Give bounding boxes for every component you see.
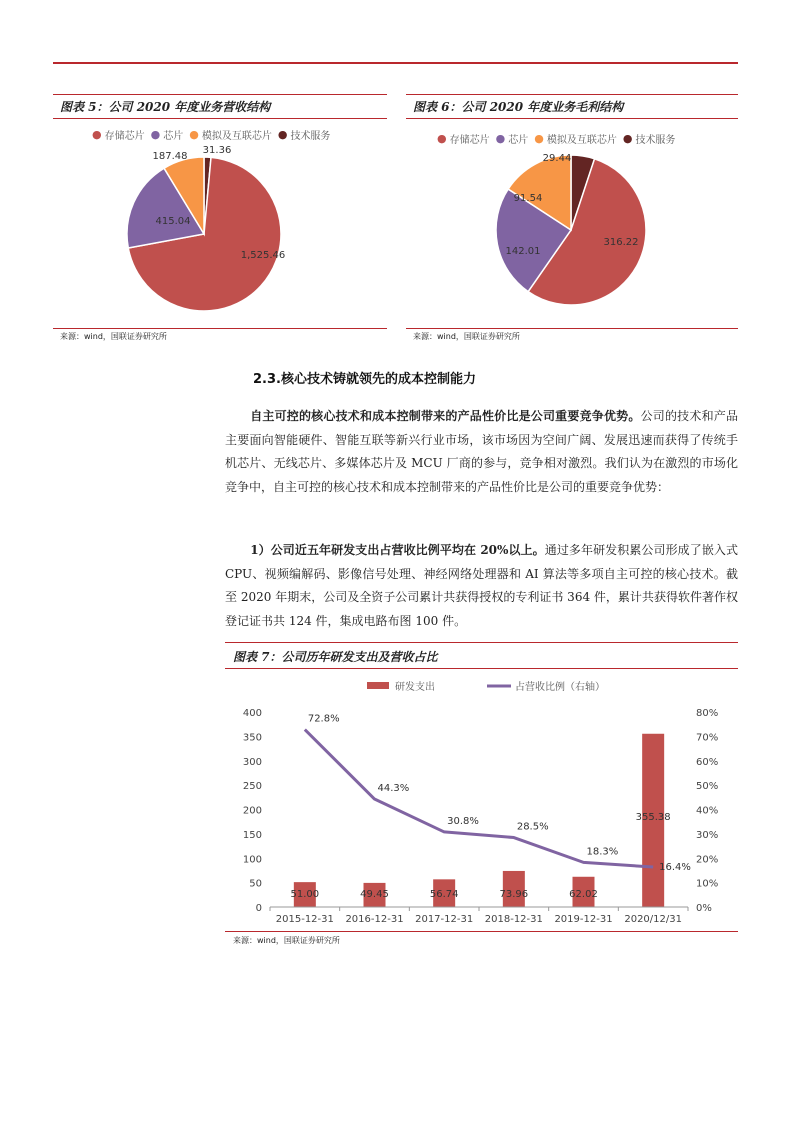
figure7-legend-bar-swatch — [367, 682, 389, 689]
figure7-left-tick: 250 — [242, 781, 262, 793]
figure7-bar-label: 73.96 — [499, 889, 529, 900]
figure5-legend-label: 芯片 — [163, 131, 184, 142]
figure7-left-tick: 350 — [242, 732, 262, 744]
figure5-title-rule — [53, 118, 387, 119]
figure5-legend-swatch: ● — [277, 128, 288, 141]
figure5-value-label: 1,525.46 — [240, 250, 286, 261]
figure7-bar-label: 62.02 — [569, 889, 598, 900]
paragraph-1 — [225, 405, 738, 499]
figure7-left-tick: 100 — [242, 854, 262, 866]
figure7-line-label: 16.4% — [659, 862, 691, 874]
figure7-combo-chart — [225, 672, 738, 930]
figure5-legend-swatch: ● — [92, 128, 102, 141]
figure7-legend — [367, 680, 605, 693]
figure7-line-label: 44.3% — [377, 783, 410, 795]
figure7-title-rule — [225, 668, 738, 669]
figure7-line-label: 18.3% — [586, 846, 619, 858]
figure7-line-label: 72.8% — [307, 713, 340, 725]
figure7-right-tick: 50% — [696, 781, 719, 793]
paragraph-2 — [225, 539, 738, 633]
figure7-left-tick: 50 — [249, 878, 262, 890]
figure5-title: 图表 5：公司 2020 年度业务营收结构 — [60, 100, 271, 114]
figure5-value-label: 187.48 — [152, 151, 188, 162]
figure7-left-tick: 200 — [242, 805, 262, 817]
figure7-x-tick-label: 2016-12-31 — [345, 914, 404, 925]
figure6-legend-swatch: ● — [437, 132, 447, 145]
figure5-legend-swatch: ● — [150, 128, 161, 141]
figure6-title: 图表 6：公司 2020 年度业务毛利结构 — [413, 100, 624, 114]
section-heading: 2.3.核心技术铸就领先的成本控制能力 — [253, 372, 476, 387]
figure6-legend-swatch: ● — [495, 132, 506, 145]
figure7-line-label: 28.5% — [516, 821, 549, 833]
figure7-bar-label: 355.38 — [635, 811, 671, 823]
header-rule — [53, 62, 738, 64]
figure5-legend-label: 存储芯片 — [104, 131, 145, 142]
figure6-value-label: 316.22 — [603, 237, 639, 248]
figure6-pie-chart — [406, 140, 738, 320]
figure6-legend-label: 存储芯片 — [449, 135, 490, 146]
figure5-value-label: 31.36 — [202, 145, 232, 156]
figure6-value-label: 142.01 — [505, 246, 541, 257]
figure6-value-label: 91.54 — [513, 193, 543, 204]
paragraph-2-body: 通过多年研发积累公司形成了嵌入式 CPU、视频编解码、影像信号处理、神经网络处理器和 AI 算法等多项自主可控的核心技术。截至 2020 年期末，公司及全资子公司累计共获得授权的专利证书 364 件，累计共获得软件著作权登记证书共 124 件，集成电路布图 100 件。 — [225, 543, 738, 628]
figure7-right-tick: 40% — [696, 805, 719, 817]
figure7-x-tick-label: 2015-12-31 — [275, 914, 334, 925]
figure5-value-label: 415.04 — [155, 216, 191, 227]
figure7-bottom-rule — [225, 931, 738, 932]
figure7-title: 图表 7：公司历年研发支出及营收占比 — [233, 650, 438, 664]
figure7-top-rule — [225, 642, 738, 643]
figure6-legend-swatch: ● — [534, 132, 544, 145]
figure7-bar-label: 49.45 — [360, 889, 389, 900]
figure6-legend-label: 技术服务 — [635, 135, 676, 146]
paragraph-1-lead: 自主可控的核心技术和成本控制带来的产品性价比是公司重要竞争优势。 — [250, 409, 641, 423]
figure7-right-tick: 30% — [696, 829, 719, 841]
figure6-top-rule — [406, 94, 738, 95]
figure7-bar-label: 56.74 — [429, 889, 459, 900]
paragraph-2-lead: 1）公司近五年研发支出占营收比例平均在 20%以上。 — [250, 543, 545, 557]
figure7-right-tick: 20% — [696, 854, 719, 866]
figure7-left-tick: 400 — [242, 708, 262, 719]
figure7-left-tick: 300 — [242, 756, 262, 768]
figure5-legend-swatch: ● — [189, 128, 199, 141]
figure5-pie-chart — [53, 140, 387, 320]
figure7-x-tick-label: 2020/12/31 — [624, 914, 682, 925]
figure7-right-tick: 10% — [696, 878, 719, 890]
paragraph-1-body: 公司的技术和产品主要面向智能硬件、智能互联等新兴行业市场，该市场因为空间广阔、发展迅速而获得了传统手机芯片、无线芯片、多媒体芯片及 MCU 厂商的参与，竞争相对激烈。我们认为在激烈的市场化竞争中，自主可控的核心技术和成本控制带来的产品性价比是公司的重要竞争优势： — [225, 409, 738, 494]
figure7-bar-label: 51.00 — [290, 889, 320, 900]
figure5-source: 来源：wind，国联证券研究所 — [60, 332, 167, 341]
figure7-source: 来源：wind，国联证券研究所 — [233, 936, 340, 945]
figure6-legend-swatch: ● — [622, 132, 633, 145]
figure7-right-tick: 70% — [696, 732, 719, 744]
figure7-x-tick-label: 2017-12-31 — [415, 914, 474, 925]
figure7-right-tick: 60% — [696, 756, 719, 768]
figure7-left-tick: 150 — [242, 829, 262, 841]
figure6-legend-label: 芯片 — [508, 135, 529, 146]
figure7-x-tick-label: 2018-12-31 — [484, 914, 543, 925]
figure7-right-tick: 80% — [696, 708, 719, 719]
figure5-legend-label: 模拟及互联芯片 — [201, 131, 272, 142]
figure7-right-tick: 0% — [696, 903, 712, 914]
figure6-value-label: 29.44 — [542, 153, 572, 164]
figure7-legend-line-label: 占营收比例（右轴） — [515, 682, 605, 693]
figure7-legend-bar-label: 研发支出 — [395, 682, 435, 693]
figure7-x-tick-label: 2019-12-31 — [554, 914, 613, 925]
figure6-title-rule — [406, 118, 738, 119]
figure7-line-label: 30.8% — [447, 815, 479, 827]
figure6-bottom-rule — [406, 328, 738, 329]
figure6-source: 来源：wind，国联证券研究所 — [413, 332, 520, 341]
figure6-legend-label: 模拟及互联芯片 — [546, 135, 617, 146]
figure5-legend-label: 技术服务 — [290, 131, 331, 142]
figure5-top-rule — [53, 94, 387, 95]
figure7-left-tick: 0 — [255, 903, 262, 914]
figure5-bottom-rule — [53, 328, 387, 329]
